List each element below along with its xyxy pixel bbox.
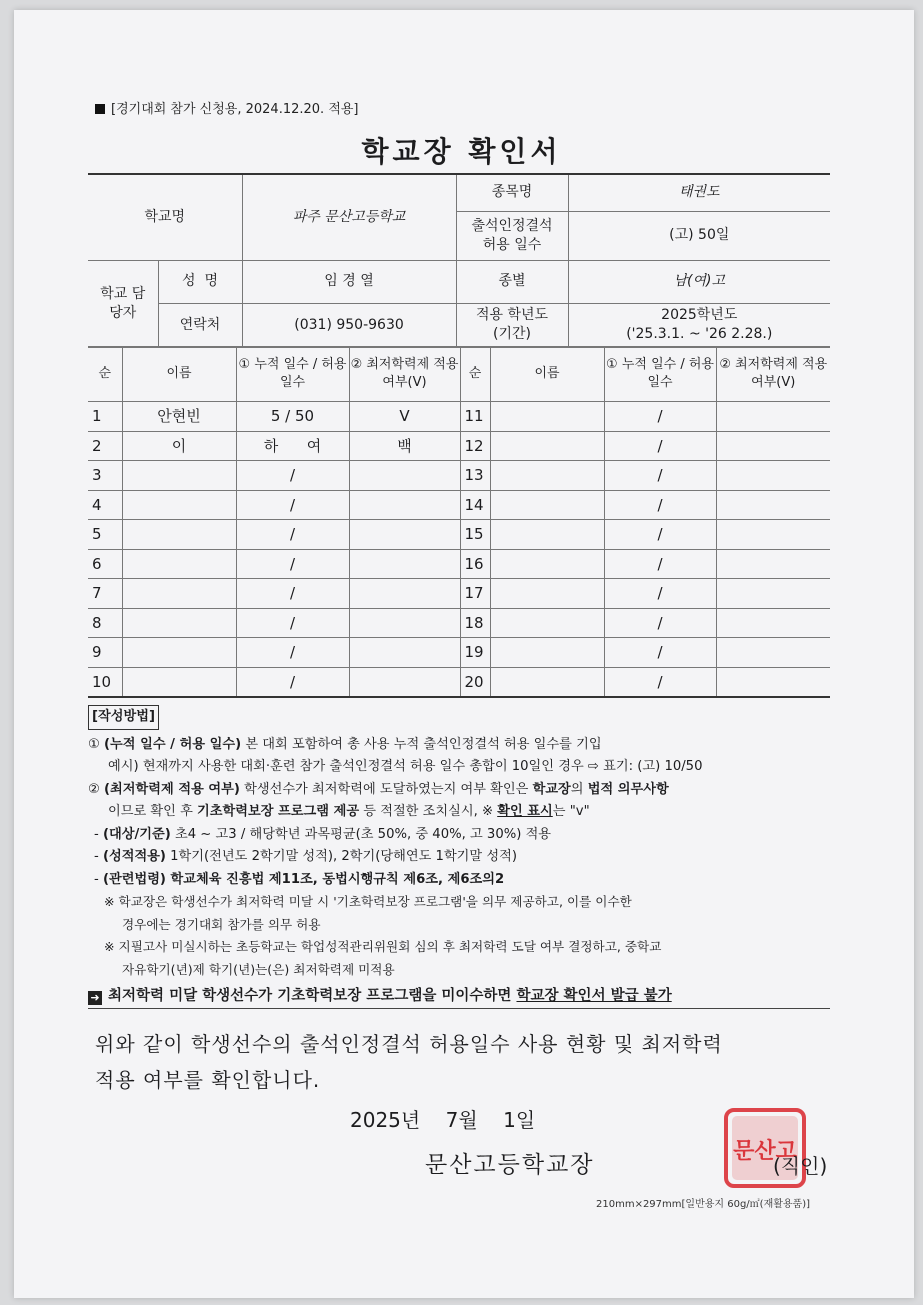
item-text: 이므로 확인 후 bbox=[108, 804, 198, 819]
cell-days: / bbox=[604, 638, 716, 668]
cell-name: 안현빈 bbox=[122, 402, 236, 432]
cell-name bbox=[490, 549, 604, 579]
dash: - bbox=[94, 849, 103, 864]
cell-days: / bbox=[236, 667, 349, 697]
cell-min bbox=[349, 461, 460, 491]
cell-name bbox=[490, 520, 604, 550]
allowed-label: 출석인정결석 허용 일수 bbox=[456, 211, 568, 260]
cell-days: / bbox=[604, 402, 716, 432]
item-text: 본 대회 포함하여 총 사용 누적 출석인정결석 허용 일수를 기입 bbox=[241, 736, 602, 752]
cell-min bbox=[349, 638, 460, 668]
cell-name bbox=[490, 638, 604, 668]
table-row bbox=[88, 608, 830, 638]
cell-days: / bbox=[236, 608, 349, 638]
header-note-text: [경기대회 참가 신청용, 2024.12.20. 적용] bbox=[111, 102, 359, 117]
name-value: 임 경 열 bbox=[242, 260, 456, 303]
roster-table bbox=[88, 346, 830, 698]
arrow-note-emphasis: 학교장 확인서 발급 불가 bbox=[516, 988, 672, 1004]
cell-no: 1 bbox=[88, 402, 122, 432]
cell-name bbox=[122, 520, 236, 550]
cell-no: 19 bbox=[460, 638, 490, 668]
table-row bbox=[88, 579, 830, 609]
header-min: ② 최저학력제 적용 여부(V) bbox=[349, 347, 460, 402]
item-emphasis: 확인 표시 bbox=[497, 804, 553, 819]
header-name: 이름 bbox=[122, 347, 236, 402]
header-min: ② 최저학력제 적용 여부(V) bbox=[716, 347, 830, 402]
cell-min bbox=[716, 520, 830, 550]
item-text: 초4 ~ 고3 / 해당학년 과목평균(초 50%, 중 40%, 고 30%) 적용 bbox=[170, 826, 552, 842]
cell-days: / bbox=[604, 490, 716, 520]
cell-min bbox=[716, 638, 830, 668]
year-value-cell bbox=[568, 303, 830, 347]
cell-name bbox=[490, 431, 604, 461]
confirmation-line: 적용 여부를 확인합니다. bbox=[95, 1068, 321, 1092]
instructions bbox=[88, 705, 838, 1008]
dash: - bbox=[94, 826, 103, 842]
cell-days: / bbox=[236, 579, 349, 609]
item-text: 는 "v" bbox=[552, 804, 590, 819]
cell-days: / bbox=[604, 520, 716, 550]
contact-value: (031) 950-9630 bbox=[242, 303, 456, 347]
cell-name bbox=[490, 579, 604, 609]
cell-name bbox=[490, 461, 604, 491]
note-line: 경우에는 경기대회 참가를 의무 허용 bbox=[122, 916, 321, 932]
item-heading: (최저학력제 적용 여부) bbox=[104, 781, 240, 797]
year-label: 적용 학년도 (기간) bbox=[456, 303, 568, 347]
confirmation-text bbox=[95, 1026, 855, 1098]
cell-name: 이 bbox=[122, 431, 236, 461]
cell-days: / bbox=[604, 461, 716, 491]
item-emphasis: 기초학력보장 프로그램 제공 bbox=[197, 804, 360, 819]
cell-days: / bbox=[604, 667, 716, 697]
table-row bbox=[88, 520, 830, 550]
contact-label: 연락처 bbox=[158, 303, 242, 347]
cell-min bbox=[716, 667, 830, 697]
cell-days: 5 / 50 bbox=[236, 402, 349, 432]
note-line: 자유학기(년)제 학기(년)는(은) 최저학력제 미적용 bbox=[122, 961, 395, 977]
cell-min bbox=[716, 402, 830, 432]
cell-no: 9 bbox=[88, 638, 122, 668]
cell-no: 5 bbox=[88, 520, 122, 550]
item-marker: ② bbox=[88, 781, 105, 797]
cell-min bbox=[349, 490, 460, 520]
table-row bbox=[88, 490, 830, 520]
cell-no: 15 bbox=[460, 520, 490, 550]
cell-name bbox=[122, 549, 236, 579]
table-row bbox=[88, 402, 830, 432]
cell-days: / bbox=[236, 549, 349, 579]
period-value: ('25.3.1. ~ '26 2.28.) bbox=[626, 326, 773, 342]
signer-title: 문산고등학교장 bbox=[425, 1152, 595, 1178]
dash: - bbox=[94, 871, 103, 887]
table-row bbox=[88, 638, 830, 668]
cell-min bbox=[716, 461, 830, 491]
cell-no: 12 bbox=[460, 431, 490, 461]
cell-name bbox=[122, 490, 236, 520]
item-text: 1학기(전년도 2학기말 성적), 2학기(당해연도 1학기말 성적) bbox=[165, 849, 517, 864]
instructions-tag: [작성방법] bbox=[88, 705, 159, 730]
table-row bbox=[88, 431, 830, 461]
header-days: ① 누적 일수 / 허용 일수 bbox=[236, 347, 349, 402]
header-no: 순 bbox=[88, 347, 122, 402]
item-heading: (관련법령) 학교체육 진흥법 제11조, 동법시행규칙 제6조, 제6조의2 bbox=[102, 871, 505, 887]
cell-min bbox=[716, 431, 830, 461]
arrow-box-icon: ➜ bbox=[88, 991, 102, 1005]
cell-min bbox=[349, 549, 460, 579]
cell-no: 7 bbox=[88, 579, 122, 609]
square-bullet-icon bbox=[95, 104, 105, 114]
cell-min bbox=[349, 608, 460, 638]
header-days: ① 누적 일수 / 허용 일수 bbox=[604, 347, 716, 402]
gender-value: 남(여)고 bbox=[568, 260, 830, 303]
school-value: 파주 문산고등학교 bbox=[242, 174, 456, 260]
item-text: 의 bbox=[570, 781, 588, 797]
manager-label: 학교 담당자 bbox=[88, 260, 158, 347]
cell-min bbox=[349, 520, 460, 550]
item-text: 등 적절한 조치실시, ※ bbox=[359, 804, 498, 819]
cell-no: 10 bbox=[88, 667, 122, 697]
table-row bbox=[88, 549, 830, 579]
info-table bbox=[88, 173, 830, 348]
cell-name bbox=[122, 608, 236, 638]
allowed-value: (고) 50일 bbox=[568, 211, 830, 260]
cell-no: 8 bbox=[88, 608, 122, 638]
cell-name bbox=[490, 608, 604, 638]
cell-days: / bbox=[604, 549, 716, 579]
example-line: 예시) 현재까지 사용한 대회·훈련 참가 출석인정결석 허용 일수 총합이 10일인 경우 ⇨ 표기: (고) 10/50 bbox=[108, 759, 703, 774]
cell-min bbox=[716, 549, 830, 579]
year-value: 2025학년도 bbox=[661, 307, 738, 324]
cell-no: 4 bbox=[88, 490, 122, 520]
cell-days: / bbox=[604, 608, 716, 638]
header-no: 순 bbox=[460, 347, 490, 402]
roster-body bbox=[88, 402, 830, 698]
arrow-note: 최저학력 미달 학생선수가 기초학력보장 프로그램을 미이수하면 bbox=[108, 988, 517, 1004]
cell-no: 17 bbox=[460, 579, 490, 609]
cell-name bbox=[490, 402, 604, 432]
cell-days: / bbox=[236, 638, 349, 668]
cell-min: V bbox=[349, 402, 460, 432]
cell-min bbox=[349, 579, 460, 609]
gender-label: 종별 bbox=[456, 260, 568, 303]
cell-min: 백 bbox=[349, 431, 460, 461]
cell-min bbox=[716, 490, 830, 520]
sport-label: 종목명 bbox=[456, 174, 568, 211]
paper-spec: 210mm×297mm[일반용지 60g/㎡(재활용품)] bbox=[596, 1199, 811, 1210]
cell-min bbox=[716, 608, 830, 638]
cell-days: / bbox=[604, 579, 716, 609]
sport-value: 태권도 bbox=[568, 174, 830, 211]
item-heading: (대상/기준) bbox=[102, 826, 171, 842]
item-heading: (성적적용) bbox=[102, 849, 166, 864]
header-note bbox=[95, 98, 359, 117]
cell-name bbox=[122, 461, 236, 491]
table-row bbox=[88, 667, 830, 697]
table-row bbox=[88, 461, 830, 491]
cell-days: 하 여 bbox=[236, 431, 349, 461]
divider bbox=[88, 1008, 830, 1009]
note-line: ※ 지필고사 미실시하는 초등학교는 학업성적관리위원회 심의 후 최저학력 도달 여부 결정하고, 중학교 bbox=[104, 939, 662, 954]
seal-text: 문산고 bbox=[733, 1139, 797, 1164]
cell-no: 16 bbox=[460, 549, 490, 579]
item-heading: (누적 일수 / 허용 일수) bbox=[104, 736, 242, 752]
document-title: 학교장 확인서 bbox=[361, 135, 562, 168]
cell-name bbox=[490, 667, 604, 697]
header-name: 이름 bbox=[490, 347, 604, 402]
cell-no: 3 bbox=[88, 461, 122, 491]
seal-label: (직인) bbox=[773, 1154, 828, 1178]
cell-name bbox=[490, 490, 604, 520]
cell-name bbox=[122, 579, 236, 609]
issue-date: 2025년 7월 1일 bbox=[350, 1108, 536, 1132]
cell-days: / bbox=[236, 461, 349, 491]
cell-days: / bbox=[236, 490, 349, 520]
cell-no: 11 bbox=[460, 402, 490, 432]
school-label: 학교명 bbox=[88, 174, 242, 260]
cell-min bbox=[716, 579, 830, 609]
cell-name bbox=[122, 638, 236, 668]
cell-no: 13 bbox=[460, 461, 490, 491]
cell-no: 18 bbox=[460, 608, 490, 638]
cell-no: 2 bbox=[88, 431, 122, 461]
cell-no: 14 bbox=[460, 490, 490, 520]
item-text: 학생선수가 최저학력에 도달하였는지 여부 확인은 bbox=[239, 781, 533, 797]
cell-min bbox=[349, 667, 460, 697]
confirmation-line: 위와 같이 학생선수의 출석인정결석 허용일수 사용 현황 및 최저학력 bbox=[95, 1032, 723, 1056]
cell-days: / bbox=[236, 520, 349, 550]
note-line: ※ 학교장은 학생선수가 최저학력 미달 시 '기초학력보장 프로그램'을 의무 제공하고, 이를 이수한 bbox=[104, 894, 632, 909]
item-emphasis: 학교장 bbox=[532, 781, 571, 797]
name-label: 성 명 bbox=[158, 260, 242, 303]
cell-no: 6 bbox=[88, 549, 122, 579]
item-emphasis: 법적 의무사항 bbox=[587, 781, 669, 797]
cell-no: 20 bbox=[460, 667, 490, 697]
item-marker: ① bbox=[88, 736, 105, 752]
cell-days: / bbox=[604, 431, 716, 461]
cell-name bbox=[122, 667, 236, 697]
